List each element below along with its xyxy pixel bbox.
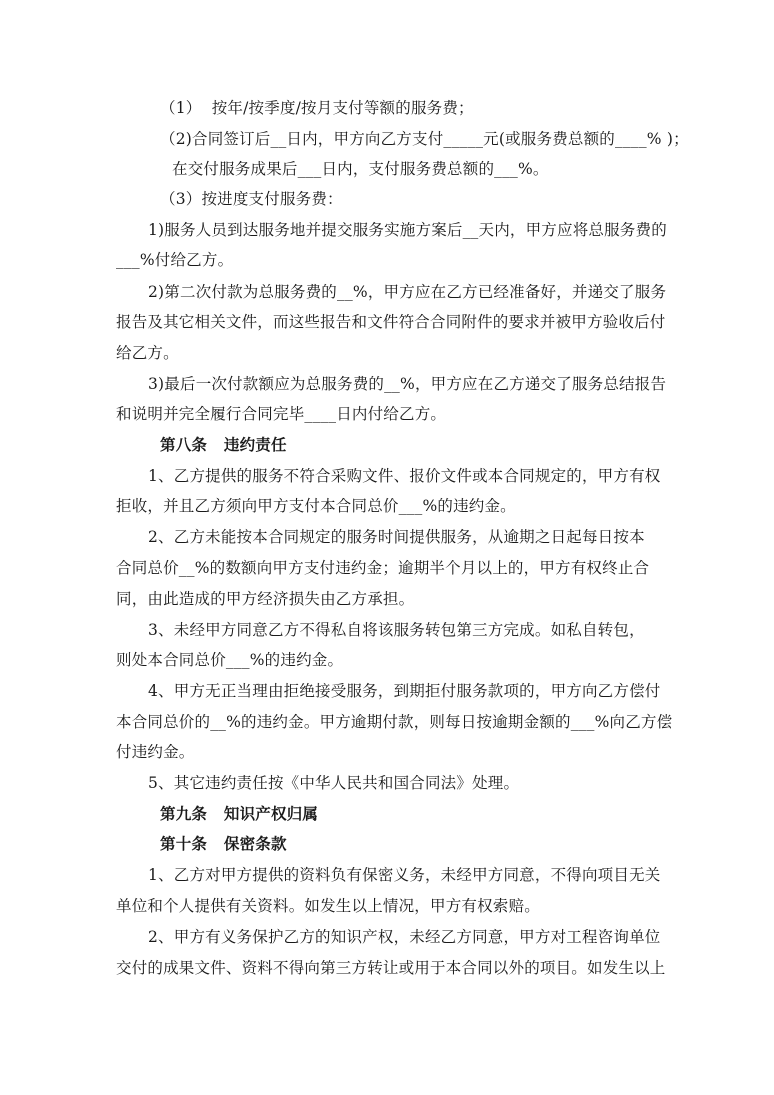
progress-payment-1-cont: ___%付给乙方。 [116,251,234,269]
article-10-item-1: 1、乙方对甲方提供的资料负有保密义务，未经甲方同意，不得向项目无关 [148,866,661,884]
progress-payment-2-cont: 报告及其它相关文件，而这些报告和文件符合合同附件的要求并被甲方验收后付 [116,313,666,331]
article-8-item-4: 4、甲方无正当理由拒绝接受服务，到期拒付服务款项的，甲方向乙方偿付 [148,682,661,700]
article-8-item-3-cont: 则处本合同总价___%的违约金。 [116,651,344,669]
article-10-item-2-cont: 交付的成果文件、资料不得向第三方转让或用于本合同以外的项目。如发生以上 [116,959,666,977]
article-8-item-5: 5、其它违约责任按《中华人民共和国合同法》处理。 [148,774,520,792]
progress-payment-2-cont2: 给乙方。 [116,344,179,362]
payment-option-2-cont: 在交付服务成果后___日内，支付服务费总额的___%。 [172,160,549,178]
article-8-item-1-cont: 拒收，并且乙方须向甲方支付本合同总价___%的违约金。 [116,497,516,515]
payment-option-1: （1） 按年/按季度/按月支付等额的服务费； [160,99,474,117]
article-9-heading: 第九条 知识产权归属 [160,804,319,823]
progress-payment-3-cont: 和说明并完全履行合同完毕____日内付给乙方。 [116,405,447,423]
payment-option-3: （3）按进度支付服务费： [160,190,343,208]
article-10-item-1-cont: 单位和个人提供有关资料。如发生以上情况，甲方有权索赔。 [116,897,540,915]
article-8-item-4-cont: 本合同总价的__%的违约金。甲方逾期付款，则每日按逾期金额的___%向乙方偿 [116,713,673,731]
progress-payment-1: 1)服务人员到达服务地并提交服务实施方案后__天内，甲方应将总服务费的 [148,221,667,239]
article-8-item-3: 3、未经甲方同意乙方不得私自将该服务转包第三方完成。如私自转包， [148,621,645,639]
article-8-item-4-cont2: 付违约金。 [116,743,195,761]
article-8-item-2: 2、乙方未能按本合同规定的服务时间提供服务，从逾期之日起每日按本 [148,528,645,546]
article-8-item-1: 1、乙方提供的服务不符合采购文件、报价文件或本合同规定的，甲方有权 [148,467,661,485]
progress-payment-2: 2)第二次付款为总服务费的__%，甲方应在乙方已经准备好，并递交了服务 [148,283,667,301]
article-10-heading: 第十条 保密条款 [160,834,287,853]
progress-payment-3: 3)最后一次付款额应为总服务费的__%，甲方应在乙方递交了服务总结报告 [148,375,667,393]
payment-option-2: （2)合同签订后__日内，甲方向乙方支付_____元(或服务费总额的____% )； [160,130,689,148]
article-8-item-2-cont2: 同，由此造成的甲方经济损失由乙方承担。 [116,590,415,608]
article-8-heading: 第八条 违约责任 [160,435,287,454]
article-8-item-2-cont: 合同总价__%的数额向甲方支付违约金；逾期半个月以上的，甲方有权终止合 [116,559,650,577]
article-10-item-2: 2、甲方有义务保护乙方的知识产权，未经乙方同意，甲方对工程咨询单位 [148,928,661,946]
